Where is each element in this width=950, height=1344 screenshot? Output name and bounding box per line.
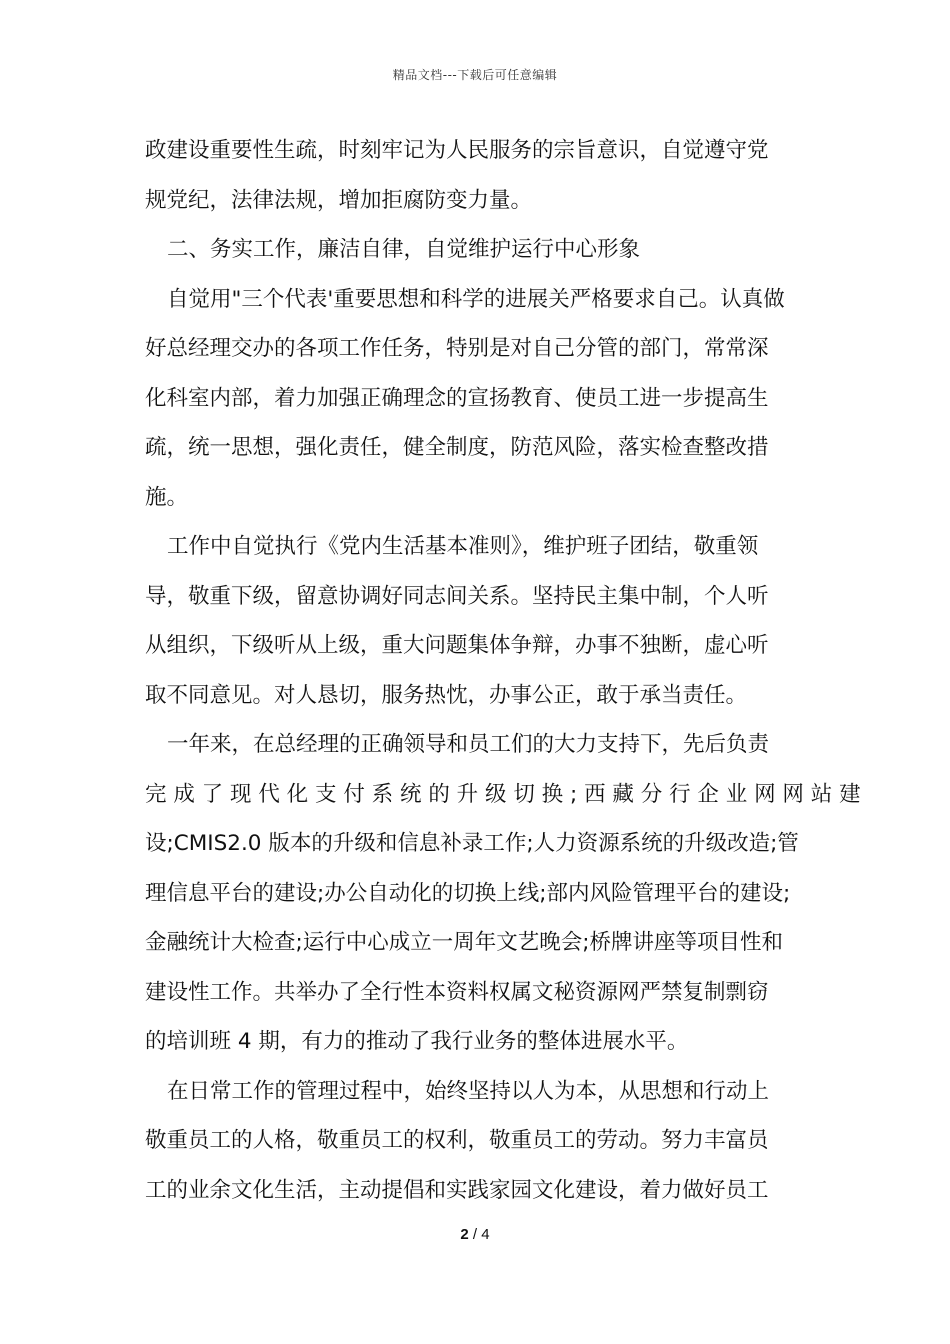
document-body: [145, 126, 861, 1215]
paragraph-line: 施。: [145, 484, 189, 510]
paragraph-line: 工的业余文化生活，主动提倡和实践家园文化建设，着力做好员工: [145, 1177, 769, 1203]
paragraph-line: 设;CMIS2.0 版本的升级和信息补录工作;人力资源系统的升级改造;管: [145, 831, 799, 856]
paragraph-line: 从组织，下级听从上级，重大问题集体争辩，办事不独断，虚心听: [145, 633, 769, 658]
paragraph-line: 规党纪，法律法规，增加拒腐防变力量。: [145, 187, 533, 213]
paragraph-line: 一年来，在总经理的正确领导和员工们的大力支持下，先后负责: [167, 732, 770, 757]
paragraph-line: 建设性工作。共举办了全行性本资料权属文秘资源网严禁复制剽窃: [145, 979, 769, 1005]
paragraph-line: 理信息平台的建设;办公自动化的切换上线;部内风险管理平台的建设;: [145, 880, 791, 906]
paragraph-line: 好总经理交办的各项工作任务，特别是对自己分管的部门，常常深: [145, 336, 769, 361]
paragraph-line: 导，敬重下级，留意协调好同志间关系。坚持民主集中制，个人听: [145, 583, 769, 609]
paragraph-line: 化科室内部，着力加强正确理念的宣扬教育、使员工进一步提高生: [145, 385, 769, 411]
paragraph-line: 疏，统一思想，强化责任，健全制度，防范风险，落实检查整改措: [145, 435, 769, 460]
paragraph-line: 完 成 了 现 代 化 支 付 系 统 的 升 级 切 换 ; 西 藏 分 行 企 业 网 网 站 建: [145, 781, 861, 807]
section-heading: 二、务实工作，廉洁自律，自觉维护运行中心形象: [167, 237, 641, 262]
paragraph-line: 金融统计大检查;运行中心成立一周年文艺晚会;桥牌讲座等项目性和: [145, 930, 783, 955]
page-number: 2 / 4: [460, 1226, 490, 1243]
current-page: 2: [460, 1226, 469, 1243]
paragraph-line: 政建设重要性生疏，时刻牢记为人民服务的宗旨意识，自觉遵守党: [145, 138, 769, 163]
paragraph-line: 工作中自觉执行《党内生活基本准则》，维护班子团结，敬重领: [167, 534, 759, 559]
total-pages: 4: [481, 1226, 490, 1243]
paragraph-line: 敬重员工的人格，敬重员工的权利，敬重员工的劳动。努力丰富员: [145, 1128, 769, 1153]
paragraph-line: 的培训班 4 期，有力的推动了我行业务的整体进展水平。: [145, 1029, 689, 1054]
paragraph-line: 取不同意见。对人恳切，服务热忱，办事公正，敢于承当责任。: [145, 682, 748, 708]
paragraph-line: 自觉用"三个代表'重要思想和科学的进展关严格要求自己。认真做: [167, 286, 785, 312]
page-header: 精品文档---下载后可任意编辑: [392, 68, 558, 82]
paragraph-line: 在日常工作的管理过程中，始终坚持以人为本，从思想和行动上: [167, 1078, 770, 1104]
